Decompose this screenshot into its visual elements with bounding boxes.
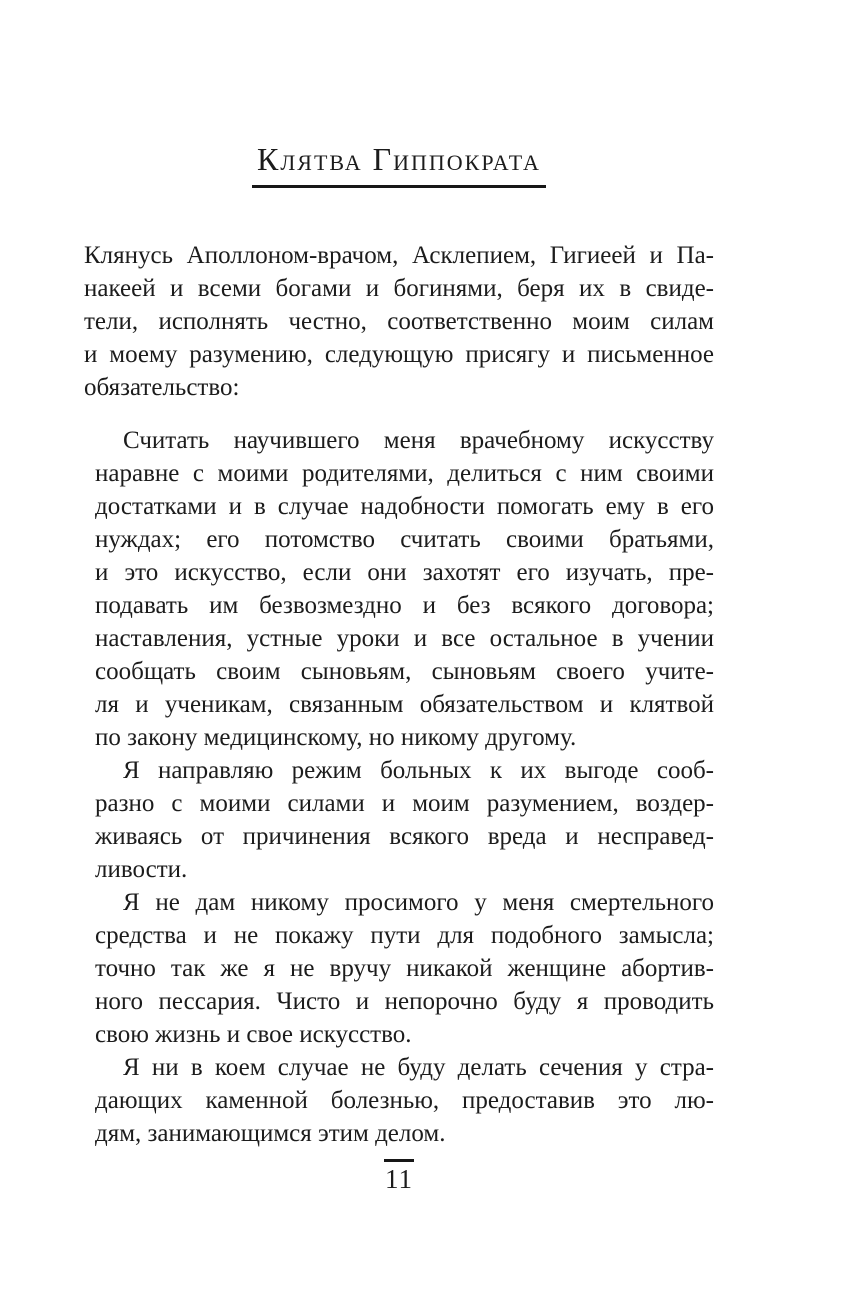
paragraph [95,754,714,886]
paragraph [95,1051,714,1150]
paragraph-line: по закону медицинскому, но никому другому. [95,724,577,751]
paragraph-line: наставления, устные уроки и все остальное в учении [95,625,714,652]
paragraph-line: обязательство: [84,374,240,401]
paragraph-line: подавать им безвозмездно и без всякого договора; [95,592,714,619]
paragraph-line: свою жизнь и свое искусство. [95,1021,412,1048]
paragraph-line: дающих каменной болезнью, предоставив это лю- [95,1087,714,1114]
paragraph [84,239,714,404]
page-number: 11 [385,1164,413,1194]
paragraph-line: сообщать своим сыновьям, сыновьям своего учите- [95,658,714,685]
title-block [84,141,714,188]
paragraph-line: точно так же я не вручу никакой женщине абортив- [95,955,714,982]
paragraph-line: Считать научившего меня врачебному искусству [123,427,714,454]
page-title: Клятва Гиппократа [252,141,546,188]
paragraph-line: достатками и в случае надобности помогать ему в его [95,493,714,520]
paragraph-line: нуждах; его потомство считать своими братьями, [95,526,714,553]
paragraph-line: Я направляю режим больных к их выгоде сооб- [123,757,714,784]
paragraph-line: Я не дам никому просимого у меня смертельного [123,889,714,916]
paragraph-line: наравне с моими родителями, делиться с ним своими [95,460,714,487]
paragraph-line: накеей и всеми богами и богинями, беря их в свиде- [84,275,714,302]
paragraph-line: дям, занимающимся этим делом. [95,1120,446,1147]
paragraph-line: и моему разумению, следующую присягу и письменное [84,341,714,368]
folio-rule-divider [384,1159,414,1162]
paragraph-line: ля и ученикам, связанным обязательством и клятвой [95,691,714,718]
paragraph-line: Клянусь Аполлоном-врачом, Асклепием, Гигиеей и Па- [84,242,714,269]
body-paragraphs [84,239,714,1150]
paragraph-line: ного пессария. Чисто и непорочно буду я проводить [95,988,714,1015]
paragraph [95,886,714,1051]
paragraph-line: разно с моими силами и моим разумением, воздер- [95,790,714,817]
paragraph-line: средства и не покажу пути для подобного замысла; [95,922,714,949]
paragraph-line: живаясь от причинения всякого вреда и несправед- [95,823,714,850]
paragraph-line: тели, исполнять честно, соответственно моим силам [84,308,714,335]
page-footer [84,1159,714,1193]
paragraph [95,424,714,754]
paragraph-line: ливости. [95,856,188,883]
paragraph-line: Я ни в коем случае не буду делать сечения у стра- [123,1054,714,1081]
paragraph-line: и это искусство, если они захотят его изучать, пре- [95,559,714,586]
